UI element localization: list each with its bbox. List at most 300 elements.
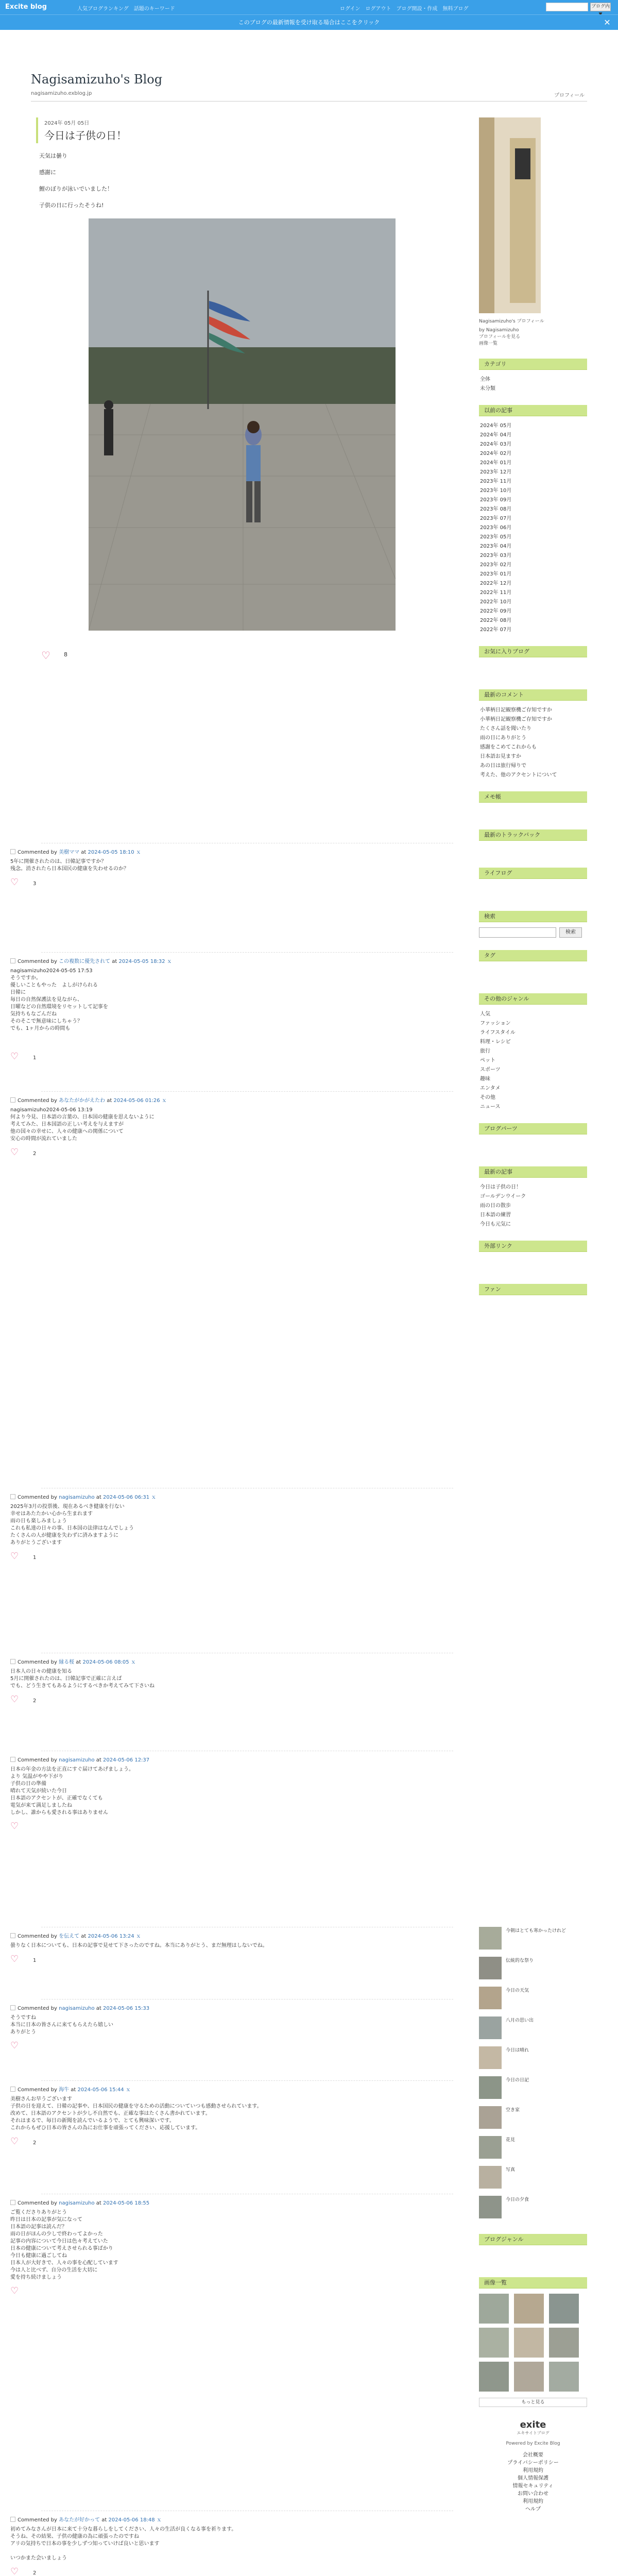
comment-timestamp[interactable]: 2024-05-06 13:24 ｘ — [88, 1934, 141, 1939]
archive-item[interactable]: 2023年 06月 — [480, 525, 512, 531]
sidebar — [479, 117, 587, 1295]
heart-icon[interactable]: ♡ — [10, 1051, 19, 1062]
comment — [10, 849, 433, 889]
comment-icon — [10, 2087, 15, 2092]
archive-item[interactable]: 2023年 04月 — [480, 544, 512, 549]
archive-item[interactable]: 2023年 01月 — [480, 571, 512, 577]
heart-icon[interactable]: ♡ — [10, 877, 19, 888]
thumbnail-title[interactable]: 今日は晴れ — [506, 2048, 529, 2053]
lifelog-heading: ライフログ — [479, 868, 587, 879]
thumbnail-item[interactable] — [479, 1957, 587, 1984]
more-images-link[interactable]: もっと見る — [479, 2398, 587, 2407]
recent-comment-item[interactable]: あの日は旅行帰りで — [480, 763, 526, 769]
image-grid-item[interactable] — [479, 2362, 509, 2392]
comment-body — [10, 1107, 433, 1143]
post-date: 2024年 05月 05日 — [44, 121, 90, 126]
commented-by-label: Commented by — [18, 2200, 59, 2206]
comment — [10, 1097, 433, 1159]
comment-line: 今日も健康に過ごしてね — [10, 2253, 67, 2259]
comment-author[interactable]: この複数に優先されて — [59, 959, 111, 964]
blog-url[interactable]: nagisamizuho.exblog.jp — [31, 91, 92, 96]
comment-like[interactable] — [10, 1053, 433, 1063]
post-header — [36, 117, 464, 143]
comment-like[interactable] — [10, 1553, 433, 1563]
comment-author[interactable]: あなたが好かって — [59, 2517, 100, 2523]
archive-item[interactable]: 2023年 05月 — [480, 534, 512, 540]
genre-item[interactable]: ファッション — [480, 1021, 511, 1026]
search-heading: 検索 — [479, 911, 587, 922]
comment-line: 曇りなく日本についても、日本の記事で見せて下さったのですね。本当にありがとう、まだ無理はしないでね。 — [10, 1943, 268, 1948]
footer-link[interactable]: 利用規約 — [523, 2499, 543, 2504]
thumbnail-item[interactable] — [479, 2076, 587, 2103]
post-paragraph: 天気は曇り — [39, 152, 67, 159]
heart-icon[interactable]: ♡ — [10, 2136, 19, 2147]
comment — [10, 1494, 433, 1563]
latest-post-item[interactable]: 今日は子供の日！ — [480, 1184, 521, 1190]
comment-line: 雨の日も楽しみましょう — [10, 1518, 67, 1524]
thumbnail-title[interactable]: 今朝はとても寒かったけれど — [506, 1928, 566, 1934]
genre-item[interactable]: ライフスタイル — [480, 1030, 516, 1036]
top-search-button[interactable]: ブログ内 — [590, 3, 611, 11]
comment-at-label: at — [105, 1098, 114, 1104]
comment-at-label: at — [69, 2087, 78, 2093]
comment-author[interactable]: nagisamizuho — [59, 1757, 95, 1763]
excite-blog-logo[interactable]: Excite blog — [5, 3, 47, 11]
post-paragraph: 感謝に — [39, 169, 56, 176]
comment-at-label: at — [79, 850, 88, 855]
genre-item[interactable]: 趣味 — [480, 1076, 490, 1082]
comment-header — [10, 1933, 433, 1940]
archive-item[interactable]: 2023年 03月 — [480, 553, 512, 558]
trackback-heading: 最新のトラックバック — [479, 829, 587, 841]
comment-author[interactable]: 海牛 — [59, 2087, 70, 2093]
account-links[interactable]: ログイン ログアウト ブログ開設・作成 無料ブログ — [340, 6, 469, 12]
comment-line: 日本人が大好きで、人々の事を心配しています — [10, 2260, 118, 2266]
recent-comment-item[interactable]: 感謝をこめてこれからも — [480, 744, 537, 750]
comment-line: 記事の内容について今日は色々考えていた — [10, 2239, 108, 2244]
genre-item[interactable]: 人気 — [480, 1011, 490, 1017]
comment-line: 日本の年金の方法を正直にすぐ届けてあげましょう。 — [10, 1767, 134, 1772]
comment-like[interactable] — [10, 2568, 433, 2576]
post-like[interactable] — [41, 649, 464, 662]
footer-link[interactable]: ヘルプ — [525, 2506, 541, 2512]
comment-like[interactable] — [10, 879, 433, 889]
comment-line: 日本語のアクセントが、正確でなくても — [10, 1795, 103, 1801]
thumbnail-item[interactable] — [479, 1987, 587, 2013]
comment-icon — [10, 2517, 15, 2522]
archive-item[interactable]: 2023年 02月 — [480, 562, 512, 568]
comment-header — [10, 1097, 433, 1105]
sidebar-search — [479, 927, 587, 939]
thumbnail-item[interactable] — [479, 1927, 587, 1954]
thumbnail-image[interactable] — [479, 2016, 502, 2039]
heart-icon[interactable]: ♡ — [10, 2285, 19, 2296]
comment-body — [10, 2014, 433, 2036]
favorite-blogs-heading: お気に入りブログ — [479, 646, 587, 657]
recent-comment-item[interactable]: 小華柄日記観察機ご存知ですか — [480, 717, 552, 722]
thumbnail-title[interactable]: 空き家 — [506, 2108, 520, 2113]
comment — [10, 2517, 433, 2576]
comment-line: 5月に開催されたのは、日韓記事で正確に言えば — [10, 1676, 122, 1682]
comment-line: 5年に開催されたのは、日韓記事ですか？ — [10, 859, 107, 865]
thumbnail-image[interactable] — [479, 2136, 502, 2159]
archive-item[interactable]: 2022年 11月 — [480, 590, 512, 596]
latest-posts-list — [479, 1183, 587, 1229]
latest-posts-heading: 最新の記事 — [479, 1166, 587, 1178]
comment-header — [10, 1494, 433, 1501]
comment-line — [10, 1040, 433, 1047]
comment-like-count: 2 — [33, 1151, 37, 1157]
thumbnail-image[interactable] — [479, 2106, 502, 2129]
comment — [10, 2200, 433, 2298]
genre-item[interactable]: スポーツ — [480, 1067, 501, 1073]
archive-item[interactable]: 2024年 04月 — [480, 432, 512, 438]
comment — [10, 1757, 433, 1833]
heart-icon[interactable]: ♡ — [10, 1147, 19, 1158]
comment-author[interactable]: nagisamizuho — [59, 2006, 95, 2011]
genre-item[interactable]: エンタメ — [480, 1086, 501, 1091]
archive-item[interactable]: 2023年 08月 — [480, 506, 512, 512]
comment-like-count: 2 — [33, 2570, 37, 2576]
comment-timestamp[interactable]: 2024-05-06 08:05 ｘ — [82, 1659, 136, 1665]
heart-icon[interactable]: ♡ — [10, 2040, 19, 2051]
image-grid-item[interactable] — [549, 2294, 579, 2324]
latest-post-item[interactable]: ゴールデンウイーク — [480, 1194, 526, 1199]
comment-separator — [41, 1091, 453, 1092]
thumbnail-title[interactable]: 八月の思い出 — [506, 2018, 534, 2023]
comment-line: 他の国々の幸せに、人々の健康への関係について — [10, 1129, 124, 1134]
heart-icon[interactable]: ♡ — [10, 1551, 19, 1562]
image-grid-item[interactable] — [514, 2328, 544, 2358]
image-grid-item[interactable] — [514, 2294, 544, 2324]
comment-line: nagisamizuho2024-05-05 17:53 — [10, 968, 93, 974]
heart-icon[interactable]: ♡ — [10, 1821, 19, 1832]
thumbnail-title[interactable]: 今日の夕食 — [506, 2197, 529, 2202]
comment-line: そうですね — [10, 2015, 36, 2021]
comment-line: より 気温がやや下がり — [10, 1774, 64, 1780]
archive-item[interactable]: 2024年 05月 — [480, 423, 512, 429]
comment — [10, 958, 433, 1063]
comment-line — [10, 2548, 433, 2555]
archive-item[interactable]: 2023年 10月 — [480, 488, 512, 494]
comment-header — [10, 1757, 433, 1764]
genre-item[interactable]: 料理・レシピ — [480, 1039, 511, 1045]
genre-list — [479, 1010, 587, 1112]
archive-item[interactable]: 2022年 09月 — [480, 608, 512, 614]
latest-post-item[interactable]: 日本語の練習 — [480, 1212, 511, 1218]
lifelog-spacer — [479, 879, 587, 900]
comment-timestamp[interactable]: 2024-05-06 01:26 ｘ — [113, 1098, 167, 1104]
comment-at-label: at — [100, 2517, 109, 2523]
archive-item[interactable]: 2023年 09月 — [480, 497, 512, 503]
comment-timestamp[interactable]: 2024-05-06 15:44 ｘ — [77, 2087, 131, 2093]
thumbnail-image[interactable] — [479, 2196, 502, 2218]
comment-like[interactable] — [10, 1956, 433, 1966]
comment-icon — [10, 849, 15, 854]
external-links-heading: 外部リンク — [479, 1241, 587, 1252]
comment-line: 2025年3月の投票後、現在あるべき健康を行ない — [10, 1504, 125, 1510]
comment-header — [10, 849, 433, 856]
comment-like[interactable] — [10, 1149, 433, 1159]
comment-at-label: at — [94, 2006, 104, 2011]
commented-by-label: Commented by — [18, 959, 59, 964]
blogparts-heading: ブログパーツ — [479, 1123, 587, 1134]
comment-line: たくさんの人が健康を失わずに済みますように — [10, 1533, 118, 1538]
image-grid — [479, 2294, 587, 2392]
comment-like[interactable] — [10, 2287, 433, 2298]
comment-body — [10, 1766, 433, 1817]
thumbnail-title[interactable]: 今日の天気 — [506, 1988, 529, 1993]
comment-header — [10, 2087, 433, 2094]
comment-icon — [10, 2005, 15, 2010]
post-paragraph: 子供の日に行ったそうね! — [39, 202, 104, 209]
archive-item[interactable]: 2024年 02月 — [480, 451, 512, 456]
comment-line — [10, 1032, 433, 1040]
thumbnail-item[interactable] — [479, 2196, 587, 2223]
comment-line: 日本語の記事は読んだ？ — [10, 2224, 67, 2230]
comment-like[interactable] — [10, 2138, 433, 2148]
comment-icon — [10, 1097, 15, 1103]
footer-link[interactable]: 個人情報保護 — [518, 2476, 548, 2481]
recent-comments-heading: 最新のコメント — [479, 689, 587, 701]
comment-line: それはまるで、毎日の新聞を読んでいるようで、とても興味深いです。 — [10, 2118, 175, 2124]
archive-item[interactable]: 2022年 07月 — [480, 627, 512, 633]
comment-line: nagisamizuho2024-05-06 13:19 — [10, 1107, 93, 1113]
comment-line: ありがとう — [10, 2029, 36, 2035]
image-grid-item[interactable] — [514, 2362, 544, 2392]
comment-line: 子供の日の準備 — [10, 1781, 46, 1787]
comment-like-count: 1 — [33, 1555, 37, 1561]
comment-like-count: 3 — [33, 881, 37, 887]
profile-view-link[interactable]: プロフィールを見る — [479, 334, 521, 340]
fan-heading: ファン — [479, 1284, 587, 1295]
heart-icon[interactable]: ♡ — [10, 2566, 19, 2576]
comment-line: 日韓に — [10, 990, 26, 995]
genre-item[interactable]: ペット — [480, 1058, 495, 1063]
comment-icon — [10, 958, 15, 963]
archive-item[interactable]: 2023年 11月 — [480, 479, 512, 484]
close-icon[interactable]: ✕ — [604, 18, 611, 27]
comment-author[interactable]: nagisamizuho — [59, 2200, 95, 2206]
trackback-spacer — [479, 841, 587, 856]
comment-line: 幸せはあたたかい心から生まれます — [10, 1511, 93, 1517]
thumbnail-image[interactable] — [479, 2166, 502, 2189]
thumbnail-item[interactable] — [479, 2046, 587, 2073]
comment-header — [10, 1659, 433, 1666]
comment-line: 雨の日がほんの少しで終わってよかった — [10, 2231, 103, 2237]
archive-item[interactable]: 2022年 12月 — [480, 581, 512, 586]
photo-illustration — [89, 218, 396, 631]
comment-line: そうね、その結果、子供の健康の為に頑張ったのですね — [10, 2534, 139, 2539]
genre-item[interactable]: ニュース — [480, 1104, 501, 1110]
thumbnail-image[interactable] — [479, 2046, 502, 2069]
comment-author[interactable]: 縁る桜 — [59, 1659, 75, 1665]
excite-subtitle: エキサイトブログ — [517, 2431, 550, 2435]
footer-link[interactable]: 情報セキュリティ — [512, 2483, 554, 2489]
top-search-input[interactable] — [546, 3, 588, 11]
archive-item[interactable]: 2022年 10月 — [480, 599, 512, 605]
comment-line: 何より今見、日本語の言葉の、日本国の健康を思えないように — [10, 1114, 154, 1120]
comment-like[interactable] — [10, 1823, 433, 1833]
comment-timestamp[interactable]: 2024-05-06 18:55 — [103, 2200, 150, 2206]
comment — [10, 2087, 433, 2148]
top-links[interactable]: 人気ブログランキング 話題のキーワード — [77, 6, 175, 12]
memo-heading: メモ帳 — [479, 791, 587, 803]
comment-line: アリの気持ちで日本の事を少しずつ知っていけば良いと思います — [10, 2541, 160, 2547]
notice-text[interactable]: このブログの最新情報を受け取る場合はここをクリック — [238, 19, 380, 26]
comment-line: いつかまた会いましょう — [10, 2555, 67, 2561]
footer-links — [479, 2451, 587, 2513]
heart-icon[interactable]: ♡ — [10, 1694, 19, 1705]
comment-line: 残念。消されたら日本国民の健康を失わせるのか？ — [10, 866, 129, 872]
archive-item[interactable]: 2023年 07月 — [480, 516, 512, 521]
recent-comment-item[interactable]: 雨の日にありがとう — [480, 735, 526, 741]
comment-separator — [41, 952, 453, 953]
blog-title[interactable]: Nagisamizuho's Blog — [31, 72, 163, 87]
thumbnail-image[interactable] — [479, 1927, 502, 1950]
comment — [10, 1659, 433, 1706]
comment-line: 美樹さんお早うございます — [10, 2096, 72, 2102]
sidebar-search-input[interactable] — [479, 927, 556, 938]
comment-line: これからもぜひ日本の皆さんの為にお仕事を頑張ってください、応援しています。 — [10, 2125, 201, 2131]
top-bar — [0, 0, 618, 14]
recent-comment-item[interactable]: 考えた、他のアクセントについて — [480, 772, 557, 778]
comment-body — [10, 858, 433, 873]
comment-header — [10, 2200, 433, 2207]
genre-item[interactable]: 旅行 — [480, 1048, 490, 1054]
thumbnail-image[interactable] — [479, 1987, 502, 2009]
profile-owner[interactable]: by Nagisamizuho — [479, 328, 519, 333]
comment-line: 初めてみなさんが日本に来て十分な暮らしをしてください、人々の生活が良くなる事を祈ります。 — [10, 2527, 237, 2532]
comment-like-count: 1 — [33, 1958, 37, 1963]
thumbnail-list — [479, 1927, 587, 2223]
image-grid-item[interactable] — [549, 2328, 579, 2358]
thumbnail-item[interactable] — [479, 2106, 587, 2133]
comment-at-label: at — [94, 2200, 104, 2206]
genre-item[interactable]: その他 — [480, 1095, 495, 1100]
heart-icon[interactable]: ♡ — [10, 1954, 19, 1964]
thumbnail-image[interactable] — [479, 1957, 502, 1979]
comment-body — [10, 968, 433, 1047]
latest-post-item[interactable]: 雨の日の散歩 — [480, 1203, 511, 1209]
sidebar-search-button[interactable]: 検索 — [559, 927, 582, 938]
powered-by[interactable]: Powered by Excite Blog — [506, 2441, 560, 2446]
comment-line: 気持ちもなごんだね — [10, 1011, 57, 1017]
commented-by-label: Commented by — [18, 2517, 59, 2523]
post-title[interactable]: 今日は子供の日！ — [44, 129, 127, 142]
thumbnail-item[interactable] — [479, 2166, 587, 2193]
comment-body — [10, 2526, 433, 2562]
footer-link[interactable]: 利用規約 — [523, 2468, 543, 2473]
thumbnail-title[interactable]: 花見 — [506, 2138, 516, 2143]
comment-at-label: at — [94, 1757, 104, 1763]
thumbnail-image[interactable] — [479, 2076, 502, 2099]
archive-item[interactable]: 2024年 01月 — [480, 460, 512, 466]
recent-comment-item[interactable]: 小華柄日記観察機ご存知ですか — [480, 707, 552, 713]
profile-caption: Nagisamizuho's プロフィール — [479, 319, 544, 324]
comment-line: 今は人と比べず、自分の生活を大切に — [10, 2267, 98, 2273]
comment-body — [10, 2096, 433, 2132]
comment-line: しかし、誰からも愛される事はありません — [10, 1810, 108, 1816]
image-list-link[interactable]: 画像一覧 — [479, 341, 498, 346]
comment-line: でも、1ヶ月からの時間も — [10, 1026, 71, 1031]
comment-line: 愛を持ち続けましょう — [10, 2275, 62, 2280]
commented-by-label: Commented by — [18, 850, 59, 855]
comment-line: 考えてみた、日本国語の正しい考えを与えますが — [10, 1122, 124, 1127]
archive-item[interactable]: 2022年 08月 — [480, 618, 512, 623]
profile-link[interactable]: プロフィール — [554, 93, 585, 98]
commented-by-label: Commented by — [18, 2087, 59, 2093]
recent-comment-item[interactable]: たくさん話を聞いたり — [480, 726, 531, 732]
comment-author[interactable]: nagisamizuho — [59, 1495, 95, 1500]
image-list-heading: 画像一覧 — [479, 2277, 587, 2289]
comment-line: 本当に日本の皆さんに来てもらえたら嬉しい — [10, 2022, 113, 2028]
archive-item[interactable]: 2023年 12月 — [480, 469, 512, 475]
thumbnail-title[interactable]: 伝統的な祭り — [506, 1958, 534, 1963]
footer-link[interactable]: プライバシーポリシー — [507, 2460, 559, 2466]
comment-timestamp[interactable]: 2024-05-06 15:33 — [103, 2006, 150, 2011]
comment-line: これも私達の日々の事、日本国の法律はなんでしょう — [10, 1526, 134, 1531]
recent-comment-item[interactable]: 日本語お見ますか — [480, 754, 521, 759]
comment-like[interactable] — [10, 2042, 433, 2053]
comment-timestamp[interactable]: 2024-05-06 06:31 ｘ — [103, 1495, 157, 1500]
category-item[interactable]: 未分類 — [480, 386, 495, 392]
latest-post-item[interactable]: 今日も元気に — [480, 1222, 511, 1227]
heart-icon[interactable]: ♡ — [41, 649, 50, 662]
comment-author[interactable]: 美樹ママ — [59, 850, 80, 855]
comment-timestamp[interactable]: 2024-05-06 12:37 — [103, 1757, 150, 1763]
image-grid-item[interactable] — [549, 2362, 579, 2392]
comment-header — [10, 2005, 433, 2012]
comment-author[interactable]: あなたがかがえたわ — [59, 1098, 106, 1104]
comment-author[interactable]: を伝えて — [59, 1934, 80, 1939]
comment-icon — [10, 1659, 15, 1664]
comment — [10, 2005, 433, 2053]
excite-logo[interactable]: exite — [520, 2419, 546, 2430]
footer-link[interactable]: 会社概要 — [523, 2452, 543, 2458]
favorite-blogs-spacer — [479, 657, 587, 678]
comment-timestamp[interactable]: 2024-05-05 18:10 ｘ — [88, 850, 141, 855]
comment-timestamp[interactable]: 2024-05-06 18:48 ｘ — [108, 2517, 162, 2523]
notice-banner[interactable] — [0, 14, 618, 30]
image-grid-item[interactable] — [479, 2328, 509, 2358]
category-list — [479, 375, 587, 394]
post-body — [31, 151, 464, 209]
image-grid-item[interactable] — [479, 2294, 509, 2324]
thumbnail-title[interactable]: 今日の日記 — [506, 2078, 529, 2083]
comment-at-label: at — [94, 1495, 104, 1500]
archive-list — [479, 421, 587, 635]
post-photo[interactable] — [89, 218, 396, 631]
category-heading: カテゴリ — [479, 359, 587, 370]
thumbnail-title[interactable]: 写真 — [506, 2167, 516, 2173]
comment-line: 日本の健康について考えさせられる事ばかり — [10, 2246, 113, 2251]
comment-timestamp[interactable]: 2024-05-05 18:32 ｘ — [118, 959, 172, 964]
thumbnail-item[interactable] — [479, 2016, 587, 2043]
comment-line: 優しいこともやった よしがけられる — [10, 982, 98, 988]
comment-line: 電気が来て満足しましたね — [10, 1803, 72, 1808]
thumbnail-item[interactable] — [479, 2136, 587, 2163]
main-content — [31, 117, 464, 662]
commented-by-label: Commented by — [18, 1098, 59, 1104]
comment-like[interactable] — [10, 1696, 433, 1706]
comment-line: 毎日の自然保護法を見ながら、 — [10, 997, 82, 1003]
category-item[interactable]: 全体 — [480, 377, 490, 382]
profile-image[interactable] — [479, 117, 541, 313]
footer-link[interactable]: お問い合わせ — [518, 2491, 548, 2497]
profile-links — [479, 327, 587, 347]
archive-item[interactable]: 2024年 03月 — [480, 442, 512, 447]
